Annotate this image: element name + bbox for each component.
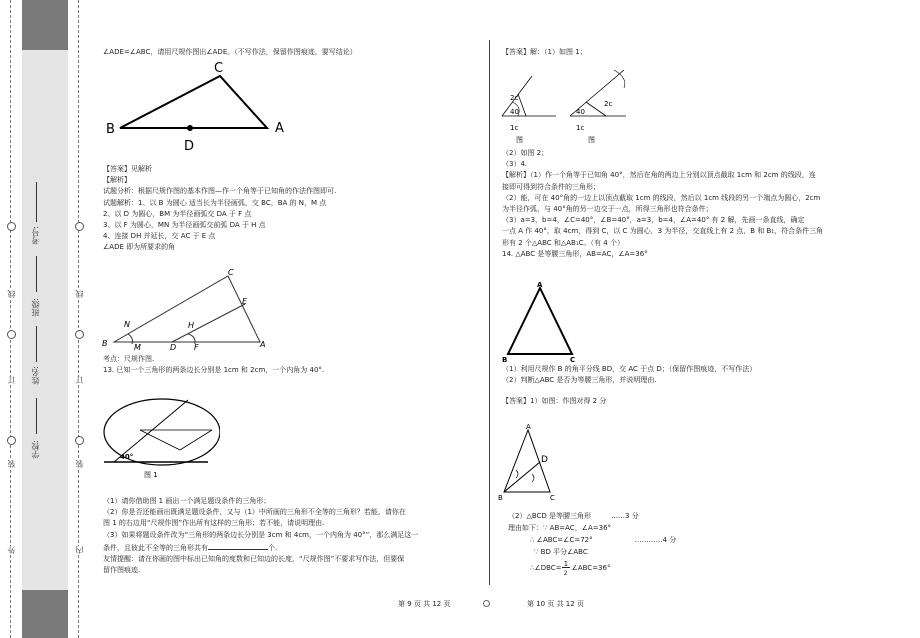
- text-line: 【解析】（1）作一个角等于已知角 40°，然后在角的两边上分别以顶点截取 1cm 和 2cm 的线段，连: [502, 171, 816, 180]
- school-blank[interactable]: [36, 398, 37, 434]
- name-label: 姓名:: [31, 366, 40, 385]
- binding-hole: [7, 330, 16, 339]
- text-line: ∵ BD 平分∠ABC: [534, 548, 588, 556]
- vertex-label: D: [541, 455, 548, 465]
- strip-middle-panel: [22, 50, 68, 590]
- strip-bottom-block: [22, 590, 68, 638]
- outer-char: 外: [7, 546, 16, 554]
- question-13-parts: [103, 496, 418, 576]
- text-line: 一点 A 作 40°，取 4cm，得到 C，以 C 为圆心，3 为半径，交直线上有 2 点，B 和 B₁，符合条件三角: [502, 227, 824, 236]
- vertex-label: C: [214, 61, 224, 76]
- right-answer-header: [502, 40, 587, 58]
- text-line: 【答案】1）如图：作图对得 2 分: [502, 397, 607, 406]
- exam-number-blank[interactable]: [36, 182, 37, 222]
- text-fragment: 条件，且彼此不全等的三角形共有: [103, 543, 208, 552]
- text-line: 形有 2 个△ABC 和△AB₁C。（有 4 个）: [502, 238, 624, 247]
- text-line: 考点：尺规作图.: [103, 355, 155, 363]
- class-label: 班级:: [31, 298, 40, 317]
- text-line: ∠ADE=∠ABC，请用尺规作图出∠ADE。（不写作法，保留作图痕迹，要写结论）: [103, 48, 357, 56]
- question-14-proof: [508, 510, 677, 577]
- score-note: ……3 分: [611, 512, 639, 520]
- text-fragment: 个.: [268, 543, 278, 552]
- text-line: 【解析】: [103, 176, 131, 185]
- isosceles-triangle-figure: [500, 280, 590, 364]
- text-line: 13. 已知一个三角形的两条边长分别是 1cm 和 2cm，一个内角为 40°.: [103, 366, 325, 375]
- text-line: 图 1 的右边用“尺规作图”作出所有这样的三角形；若不能，请说明理由.: [103, 519, 325, 528]
- page-number-right: 第 10 页 共 12 页: [527, 600, 584, 608]
- outer-cut-line: [10, 0, 11, 638]
- binding-strip: [0, 0, 90, 638]
- length-label: 2c: [510, 94, 519, 102]
- text-fragment: ∴ ∠ABC=∠C=72°: [530, 536, 593, 544]
- text-line: [508, 510, 676, 522]
- text-line: ∠ADE 即为所要求的角: [103, 243, 176, 252]
- outer-char: 订: [7, 376, 16, 384]
- inner-char: 装: [75, 460, 84, 468]
- left-answer-block: [103, 164, 336, 254]
- text-line: （1）请你借助图 1 画出一个满足题设条件的三角形；: [103, 497, 271, 505]
- inner-char: 线: [75, 290, 84, 298]
- text-line: [508, 534, 676, 546]
- vertex-label: B: [498, 494, 503, 502]
- circle-figure-3: [100, 386, 220, 482]
- vertex-label: C: [550, 494, 555, 502]
- vertex-label: C: [570, 356, 576, 364]
- vertex-label: A: [260, 340, 266, 349]
- outer-char: 线: [7, 290, 16, 298]
- inner-char: 内: [75, 546, 84, 554]
- construction-figure-2: [100, 264, 280, 356]
- text-fragment: ∴∠DBC=: [530, 564, 562, 572]
- outer-char: 装: [7, 460, 16, 468]
- question-13-header: [103, 354, 324, 376]
- binding-hole: [75, 222, 84, 231]
- inner-cut-line: [78, 0, 79, 638]
- text-line: 2、以 D 为圆心，BM 为半径画弧交 DA 于 F 点: [103, 209, 252, 218]
- fraction-numerator: 1: [563, 560, 569, 568]
- vertex-label: H: [188, 321, 195, 330]
- vertex-label: B: [102, 339, 108, 348]
- left-column: [103, 40, 357, 58]
- score-note: …………4 分: [634, 536, 677, 544]
- vertex-label: A: [275, 121, 284, 136]
- binding-hole: [7, 436, 16, 445]
- text-line: 留作图痕迹.: [103, 566, 141, 575]
- figure-caption: 图 1: [144, 471, 158, 479]
- center-mark: [483, 600, 490, 607]
- text-line: （2）你是否还能画出既满足题设条件，又与（1）中所画的三角形不全等的三角形？若能，请你在: [103, 508, 406, 517]
- text-line: 【答案】见解析: [103, 165, 152, 173]
- text-line: 理由如下：∵ AB=AC，∠A=36°: [508, 524, 612, 532]
- vertex-label: D: [170, 343, 177, 352]
- vertex-label: M: [134, 343, 141, 352]
- length-label: 2c: [604, 100, 613, 108]
- angle-figures: [496, 66, 646, 146]
- inner-char: 订: [75, 376, 84, 384]
- vertex-label: E: [242, 297, 248, 306]
- angle-label: 40: [510, 108, 519, 116]
- vertex-label: A: [537, 281, 543, 289]
- vertex-label: B: [106, 122, 115, 137]
- text-line: 友情提醒：请在你画的图中标出已知角的度数和已知边的长度，“尺规作图”不要求写作法，但要保: [103, 555, 405, 564]
- bisector-figure: [496, 420, 576, 504]
- binding-hole: [75, 436, 84, 445]
- length-label: 1c: [576, 124, 585, 132]
- triangle-figure-1: [100, 60, 300, 155]
- binding-hole: [75, 330, 84, 339]
- text-line: （3）a=3，b=4，∠C=40°，∠B=40°，a=3，b=4，∠A=40° 有 2 解，先画一条直线，确定: [502, 216, 805, 225]
- text-line: 试题解析：1、以 B 为圆心 适当长为半径画弧，交 BC，BA 的 N，M 点: [103, 198, 327, 207]
- text-line: （1）利用尺规作 B 的角平分线 BD，交 AC 于点 D；（保留作图痕迹，不写作法）: [502, 365, 757, 373]
- school-label: 学校:: [31, 440, 40, 459]
- text-line: 为半径作弧，与 40°角的另一边交于一点，所得三角形也符合条件；: [502, 205, 713, 214]
- text-line: （3）4.: [502, 160, 528, 169]
- text-line: 14. △ABC 是等腰三角形，AB=AC，∠A=36°: [502, 249, 648, 258]
- text-line: 接即可得到符合条件的三角形；: [502, 182, 600, 191]
- angle-label: 40: [576, 108, 585, 116]
- text-line: 试题分析：根据尺规作图的基本作图—作一个角等于已知角的作法作图即可.: [103, 187, 337, 196]
- right-analysis-block: [502, 148, 823, 260]
- angle-label: 40°: [120, 453, 134, 461]
- text-line: （2）能，可在 40°角的一边上以顶点截取 1cm 的线段，然后以 1cm 线段的另一个端点为圆心，2cm: [502, 193, 821, 202]
- class-blank[interactable]: [36, 256, 37, 292]
- text-line: （2）如图 2；: [502, 149, 549, 157]
- answer-blank[interactable]: [208, 541, 268, 550]
- text-fragment: ∠ABC=36°: [571, 564, 611, 572]
- vertex-label: A: [526, 423, 531, 431]
- text-line: 3、以 F 为圆心，MN 为半径画弧交前弧 DA 于 H 点: [103, 221, 266, 230]
- text-line: [508, 560, 676, 577]
- fraction-denominator: 2: [563, 570, 568, 577]
- vertex-label: F: [194, 343, 199, 352]
- figure-caption: 图: [516, 136, 523, 144]
- text-line: （2）判断△ABC 是否为等腰三角形，并说明理由.: [502, 376, 657, 385]
- exam-number-label: 考号:: [31, 226, 40, 245]
- length-label: 1c: [510, 124, 519, 132]
- text-line: 【答案】解：（1）如图 1；: [502, 48, 587, 56]
- vertex-label: B: [502, 356, 508, 364]
- figure-caption: 图: [588, 136, 595, 144]
- vertex-label: C: [228, 268, 234, 277]
- strip-top-block: [22, 0, 68, 50]
- binding-hole: [7, 222, 16, 231]
- text-line: （3）如果将题设条件改为“三角形的两条边长分别是 3cm 和 4cm，一个内角为 40°”，那么满足这一: [103, 530, 419, 539]
- text-fragment: （2）△BCD 是等腰三角形: [508, 512, 592, 520]
- name-blank[interactable]: [36, 326, 37, 362]
- vertex-label: N: [124, 320, 130, 329]
- vertex-label: D: [184, 139, 195, 154]
- question-14-parts: [502, 364, 756, 408]
- column-divider: [489, 40, 490, 585]
- text-line: [103, 541, 418, 554]
- page-number-left: 第 9 页 共 12 页: [398, 600, 451, 608]
- text-line: 4、连接 DH 并延长，交 AC 于 E 点: [103, 232, 216, 241]
